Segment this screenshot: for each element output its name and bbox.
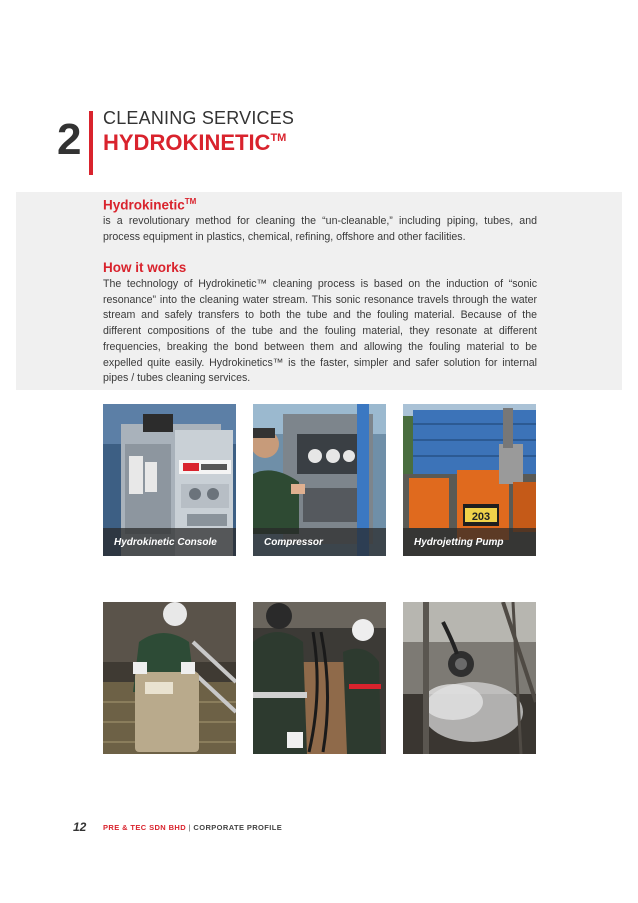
- photo-workers-with-hose: [253, 602, 386, 754]
- photo-hydrokinetic-console: [103, 404, 236, 556]
- operator-illustration: [103, 602, 236, 754]
- cleaning-illustration: [403, 602, 536, 754]
- footer-document-title: CORPORATE PROFILE: [193, 823, 283, 832]
- intro-heading: [103, 197, 196, 213]
- photo-caption: Hydrojetting Pump: [403, 528, 536, 556]
- photo-caption: Hydrokinetic Console: [103, 528, 236, 556]
- footer-separator: |: [188, 823, 191, 832]
- page-number: 12: [73, 820, 87, 834]
- photo-caption: Compressor: [253, 528, 386, 556]
- section-title-trademark: TM: [270, 132, 287, 144]
- intro-heading-trademark: TM: [184, 197, 197, 206]
- section-divider-bar: [89, 111, 93, 175]
- footer-text: [103, 823, 282, 832]
- photo-compressor: [253, 404, 386, 556]
- how-heading: How it works: [103, 260, 187, 275]
- section-title-text: HYDROKINETIC: [103, 130, 271, 155]
- svg-text:203: 203: [471, 511, 491, 523]
- section-number: 2: [57, 115, 82, 164]
- photo-cleaning-in-progress: [403, 602, 536, 754]
- how-paragraph: The technology of Hydrokinetic™ cleaning process is based on the induction of “sonic resonance” into the cleaning water stream. This sonic resonance travels through the water stream and safely transfers to both the tube and the fouling material. Because of the different compositions of the tube and the fouling material, they resonate at different frequencies, breaking the bond between them and allowing the fouling material to be expelled quite easily. Hydrokinetics™ is the faster, simpler and safer solution for internal pipes / tubes cleaning services.: [103, 278, 537, 385]
- photo-hydrojetting-pump: [403, 404, 536, 556]
- photo-operator-with-console: [103, 602, 236, 754]
- workers-illustration: [253, 602, 386, 754]
- section-label: CLEANING SERVICES: [103, 108, 295, 128]
- intro-paragraph: is a revolutionary method for cleaning the “un-cleanable,” including piping, tubes, and process equipment in plastics, chemical, refining, offshore and other facilities.: [103, 215, 537, 243]
- section-title: [103, 130, 286, 156]
- footer-company: PRE & TEC SDN BHD: [103, 823, 187, 832]
- intro-heading-text: Hydrokinetic: [103, 197, 185, 213]
